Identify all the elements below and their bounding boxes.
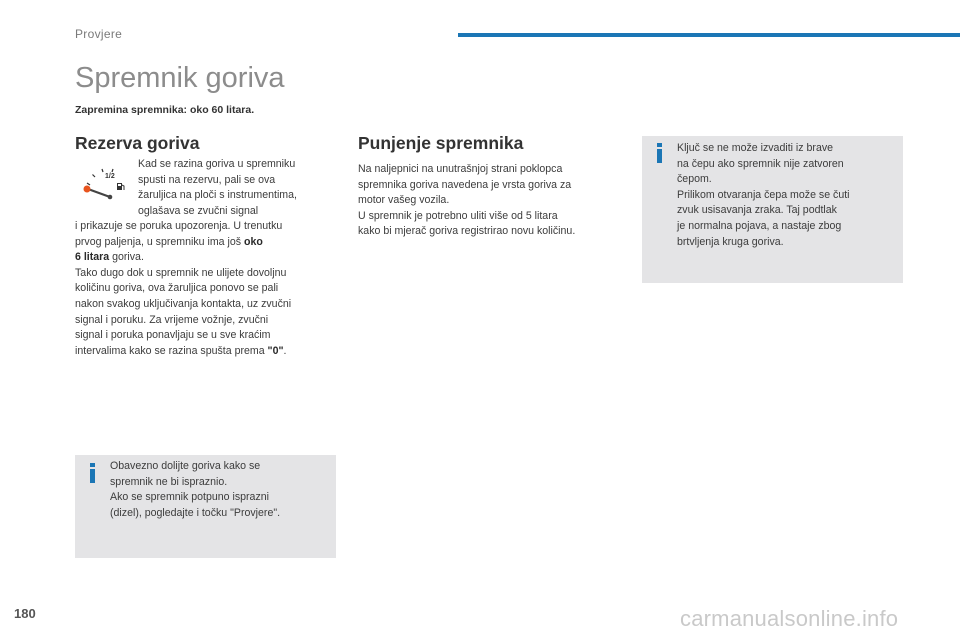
fuel-pump-icon bbox=[117, 183, 124, 190]
refuel-heading: Punjenje spremnika bbox=[358, 133, 524, 153]
gauge-label: 1/2 bbox=[105, 173, 115, 180]
fuel-gauge-icon bbox=[76, 163, 132, 209]
header-bar bbox=[458, 33, 960, 37]
note-right-text: Ključ se ne može izvaditi iz brave na čepu ako spremnik nije zatvoren čepom. Prilikom otvaranja čepa može se čuti zvuk usisavanja zraka. Taj podtlak je normalna pojava, a nastaje zbog brtvljenja kruga goriva. bbox=[677, 142, 850, 248]
note-left-text: Obavezno dolijte goriva kako se spremnik ne bi ispraznio. Ako se spremnik potpuno isprazni (dizel), pogledajte i točku "Provjere". bbox=[110, 460, 281, 519]
page-number: 180 bbox=[14, 606, 36, 621]
page-title: Spremnik goriva bbox=[75, 62, 285, 94]
section-label: Provjere bbox=[75, 27, 123, 41]
refuel-paragraph: Na naljepnici na unutrašnjoj strani poklopca spremnika goriva navedena je vrsta goriva za motor vašeg vozila. U spremnik je potrebno uliti više od 5 litara kako bi mjerač goriva registrirao novu količinu. bbox=[358, 163, 576, 238]
reserve-wrap-text: Kad se razina goriva u spremniku spusti na rezervu, pali se ova žaruljica na ploči s instrumentima, oglašava se zvučni signal bbox=[138, 158, 297, 217]
watermark-site: carmanualsonline.info bbox=[680, 606, 899, 631]
info-icon bbox=[651, 142, 669, 164]
reserve-paragraph: i prikazuje se poruka upozorenja. U trenutku prvog paljenja, u spremniku ima još oko 6 litara goriva. Tako dugo dok u spremnik ne ulijete dovoljnu količinu goriva, ova žaruljica ponovo se pali nakon svakog uključivanja kontakta, uz zvučni signal i poruku. Za vrijeme vožnje, zvučni signal i poruka ponavljaju se u sve kraćim intervalima kako se razina spušta prema "0". bbox=[75, 220, 292, 357]
tank-capacity: Zapremina spremnika: oko 60 litara. bbox=[75, 104, 255, 116]
reserve-heading: Rezerva goriva bbox=[75, 133, 200, 153]
info-icon bbox=[84, 462, 102, 484]
